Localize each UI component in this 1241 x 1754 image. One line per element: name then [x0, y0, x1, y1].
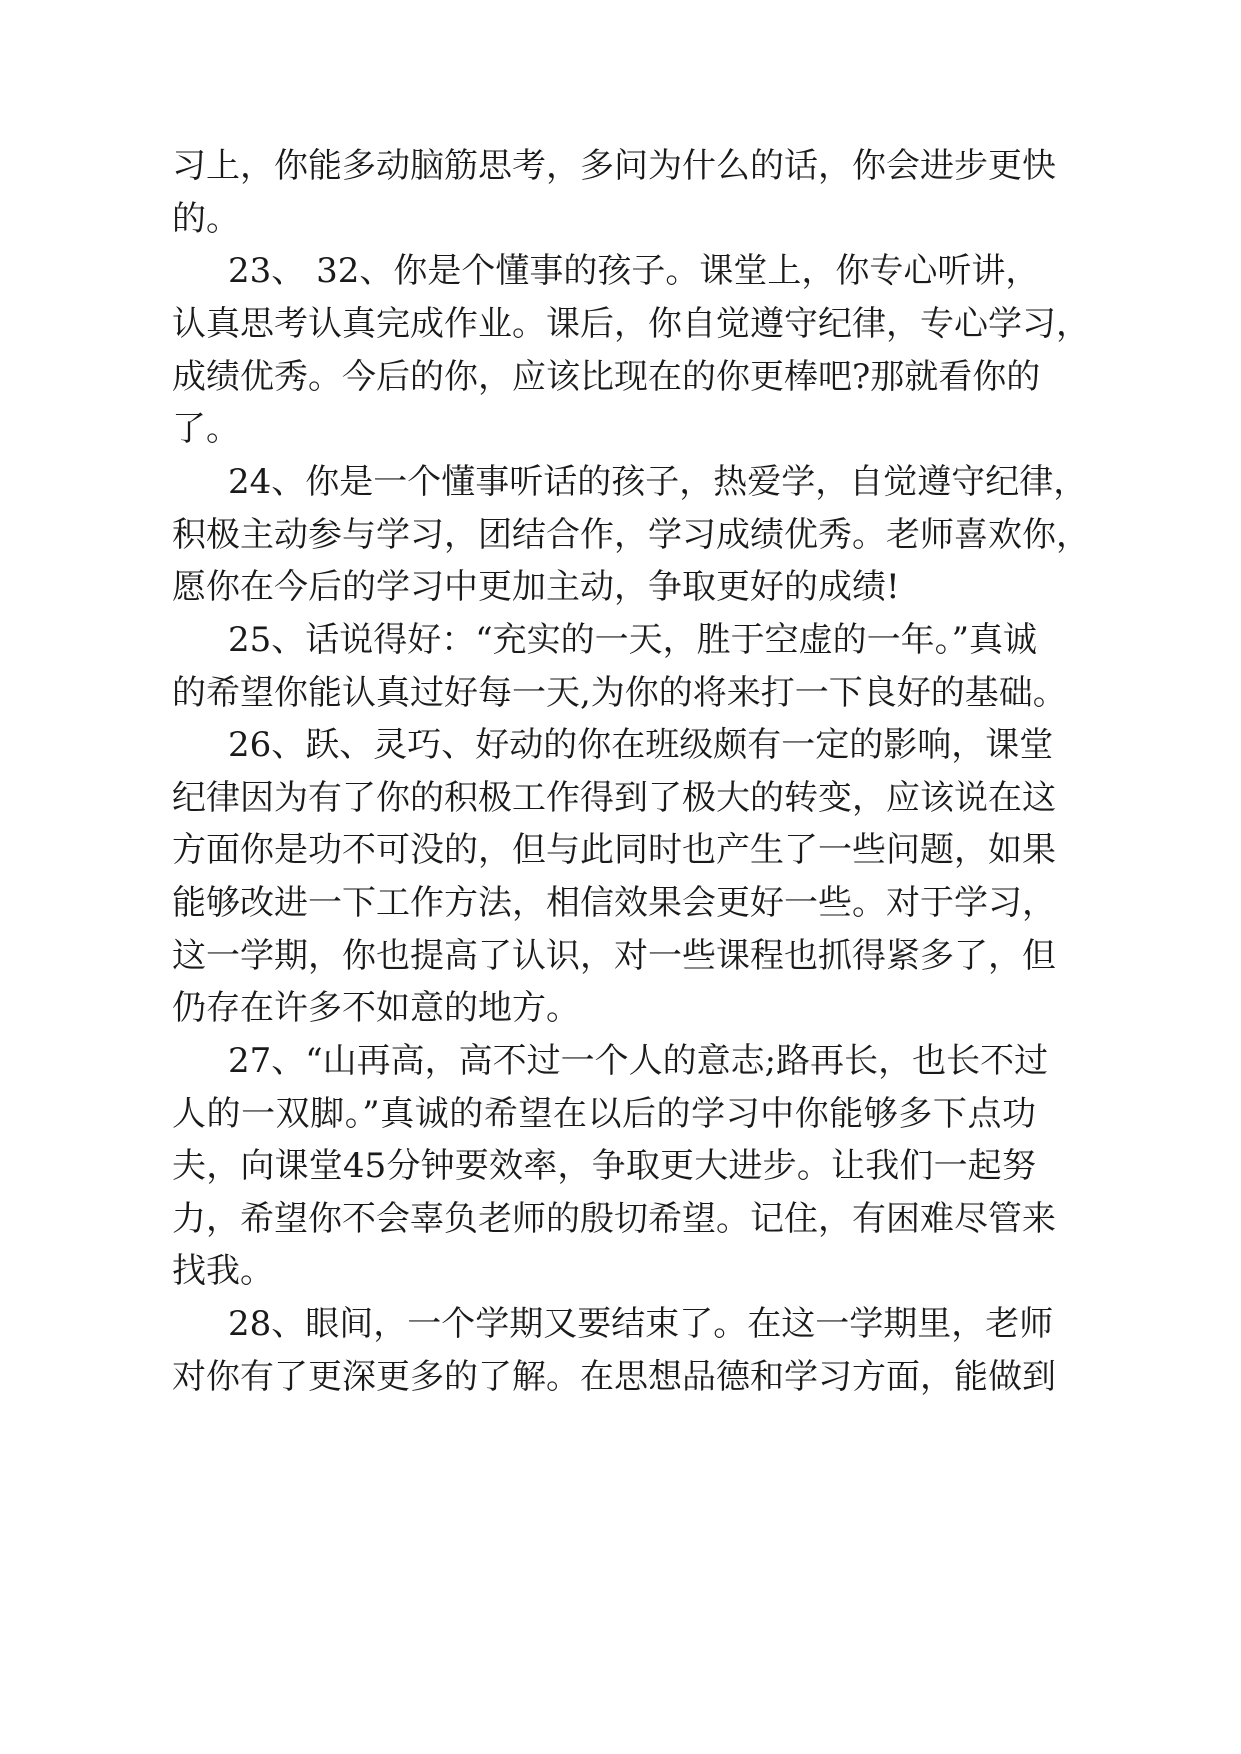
- paragraph-start-line: 28、眼间，一个学期又要结束了。在这一学期里，老师: [228, 1304, 1054, 1344]
- text-line: 愿你在今后的学习中更加主动，争取更好的成绩!: [172, 567, 900, 607]
- text-line: 人的一双脚。”真诚的希望在以后的学习中你能够多下点功: [172, 1094, 1036, 1134]
- text-line: 的希望你能认真过好每一天,为你的将来打一下良好的基础。: [172, 673, 1067, 713]
- text-line: 认真思考认真完成作业。课后，你自觉遵守纪律，专心学习，: [172, 304, 1090, 344]
- text-line: 积极主动参与学习，团结合作，学习成绩优秀。老师喜欢你，: [172, 515, 1090, 555]
- text-line: 找我。: [172, 1251, 274, 1291]
- text-line: 夫，向课堂45分钟要效率，争取更大进步。让我们一起努: [172, 1146, 1036, 1186]
- text-line: 的。: [172, 199, 240, 239]
- text-line: 仍存在许多不如意的地方。: [172, 988, 580, 1028]
- text-line: 了。: [172, 409, 240, 449]
- paragraph-start-line: 23、 32、你是个懂事的孩子。课堂上，你专心听讲，: [228, 251, 1040, 291]
- text-line: 对你有了更深更多的了解。在思想品德和学习方面，能做到: [172, 1357, 1056, 1397]
- text-line: 成绩优秀。今后的你，应该比现在的你更棒吧?那就看你的: [172, 357, 1041, 397]
- text-line: 习上，你能多动脑筋思考，多问为什么的话，你会进步更快: [172, 146, 1056, 186]
- text-line: 方面你是功不可没的，但与此同时也产生了一些问题，如果: [172, 830, 1056, 870]
- paragraph-start-line: 27、“山再高，高不过一个人的意志;路再长，也长不过: [228, 1041, 1049, 1081]
- paragraph-start-line: 25、话说得好：“充实的一天，胜于空虚的一年。”真诚: [228, 620, 1038, 660]
- text-line: 能够改进一下工作方法，相信效果会更好一些。对于学习，: [172, 883, 1056, 923]
- text-line: 力，希望你不会辜负老师的殷切希望。记住，有困难尽管来: [172, 1199, 1056, 1239]
- paragraph-start-line: 24、你是一个懂事听话的孩子，热爱学，自觉遵守纪律，: [228, 462, 1088, 502]
- paragraph-start-line: 26、跃、灵巧、好动的你在班级颇有一定的影响，课堂: [228, 725, 1054, 765]
- text-line: 这一学期，你也提高了认识，对一些课程也抓得紧多了，但: [172, 936, 1056, 976]
- text-line: 纪律因为有了你的积极工作得到了极大的转变，应该说在这: [172, 778, 1056, 818]
